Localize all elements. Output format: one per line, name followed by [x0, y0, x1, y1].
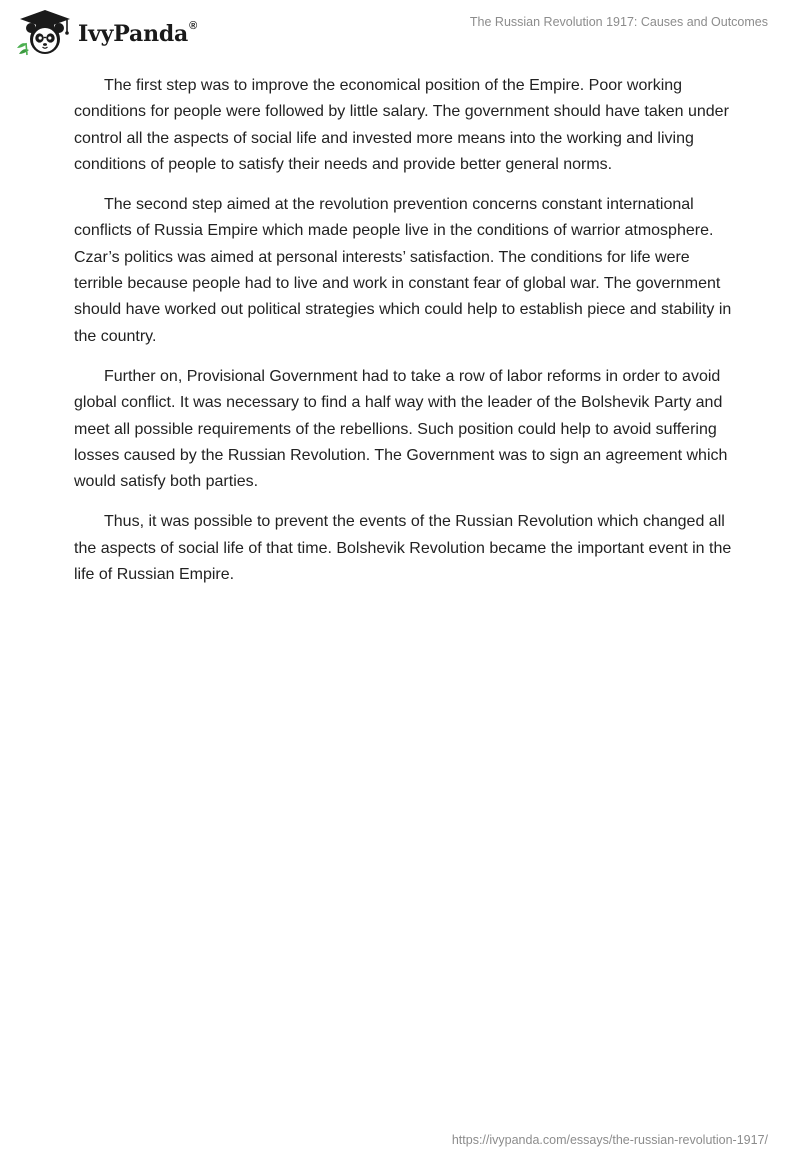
paragraph: The first step was to improve the economical position of the Empire. Poor working conditions for people were followed by little salary. The government should have taken under control all the aspects of social life and invested more means into the working and living conditions of people to satisfy their needs and provide better general norms.: [74, 77, 729, 173]
panda-graduate-icon: [14, 8, 76, 56]
document-title: The Russian Revolution 1917: Causes and Outcomes: [469, 15, 768, 29]
paragraph: Further on, Provisional Government had to take a row of labor reforms in order to avoid global conflict. It was necessary to find a half way with the leader of the Bolshevik Party and meet all possible requirements of the rebellions. Such position could help to avoid suffering losses caused by the Russian Revolution. The Government was to sign an agreement which would satisfy both parties.: [74, 367, 728, 491]
page-header: [0, 0, 800, 62]
ivypanda-logo[interactable]: [14, 8, 197, 56]
registered-mark: ®: [189, 20, 198, 32]
paragraph: Thus, it was possible to prevent the events of the Russian Revolution which changed all the aspects of social life of that time. Bolshevik Revolution became the important event in the life of Russian Empire.: [74, 513, 732, 584]
brand-name: IvyPanda®: [78, 20, 198, 47]
paragraph: The second step aimed at the revolution prevention concerns constant international conflicts of Russia Empire which made people live in the conditions of warrior atmosphere. Czar’s politics was aimed at personal interests’ satisfaction. The conditions for life were terrible because people had to live and work in constant fear of global war. The government should have worked out political strategies which could help to establish piece and stability in the country.: [74, 196, 732, 345]
essay-body: [74, 73, 734, 602]
source-url-link[interactable]: https://ivypanda.com/essays/the-russian-revolution-1917/: [451, 1133, 768, 1147]
